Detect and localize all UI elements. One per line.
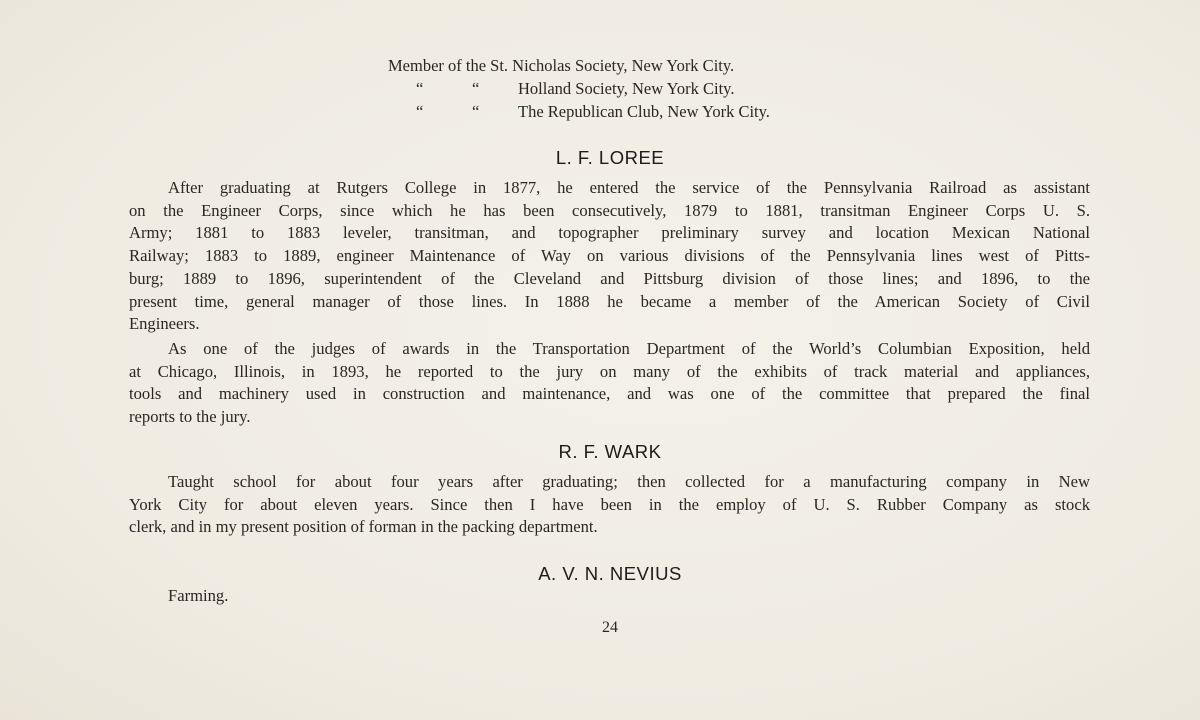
nevius-text: Farming. <box>168 586 229 605</box>
membership-list <box>388 54 908 123</box>
text-line: Taught school for about four years after graduating; then collected for a manufacturing company in New <box>168 472 1090 491</box>
text-line: clerk, and in my present position of forman in the packing department. <box>129 517 598 537</box>
page-number: 24 <box>602 619 618 636</box>
text-line: tools and machinery used in construction and maintenance, and was one of the committee that prepared the final <box>129 384 1090 404</box>
loree-paragraph-2 <box>129 338 1090 429</box>
text-line: Railway; 1883 to 1889, engineer Maintenance of Way on various divisions of the Pennsylvania lines west of Pitts- <box>129 246 1090 266</box>
section-heading-wark: R. F. WARK <box>558 441 662 462</box>
loree-paragraph-1 <box>129 177 1090 336</box>
text-line: on the Engineer Corps, since which he has been consecutively, 1879 to 1881, transitman Engineer Corps U. S. <box>129 200 1090 220</box>
wark-paragraph <box>129 471 1090 539</box>
membership-line-3 <box>388 100 908 123</box>
section-heading-loree: L. F. LOREE <box>555 147 665 168</box>
membership-text-3: The Republican Club, New York City. <box>518 102 770 121</box>
text-line: at Chicago, Illinois, in 1893, he reported to the jury on many of the exhibits of track material and appliances, <box>129 361 1090 381</box>
text-line: As one of the judges of awards in the Transportation Department of the World’s Columbian Exposition, held <box>168 339 1090 358</box>
text-line: reports to the jury. <box>129 407 251 427</box>
ditto-mark: “ <box>472 102 480 121</box>
text-line: York City for about eleven years. Since then I have been in the employ of U. S. Rubber Company as stock <box>129 494 1090 514</box>
membership-line-1 <box>388 54 908 77</box>
ditto-mark: “ <box>472 79 480 98</box>
membership-line-2 <box>388 77 908 100</box>
text-line: After graduating at Rutgers College in 1877, he entered the service of the Pennsylvania Railroad as assistant <box>168 178 1090 197</box>
text-line: burg; 1889 to 1896, superintendent of the Cleveland and Pittsburg division of those lines; and 1896, to the <box>129 268 1090 288</box>
text-line: present time, general manager of those lines. In 1888 he became a member of the American Society of Civil <box>129 291 1090 311</box>
section-heading-nevius: A. V. N. NEVIUS <box>538 563 682 584</box>
ditto-mark: “ <box>416 79 424 98</box>
text-line: Engineers. <box>129 314 200 334</box>
membership-text-2: Holland Society, New York City. <box>518 79 735 98</box>
membership-text-1: Member of the St. Nicholas Society, New York City. <box>388 56 735 75</box>
ditto-mark: “ <box>416 102 424 121</box>
text-line: Army; 1881 to 1883 leveler, transitman, and topographer preliminary survey and location Mexican National <box>129 223 1090 243</box>
